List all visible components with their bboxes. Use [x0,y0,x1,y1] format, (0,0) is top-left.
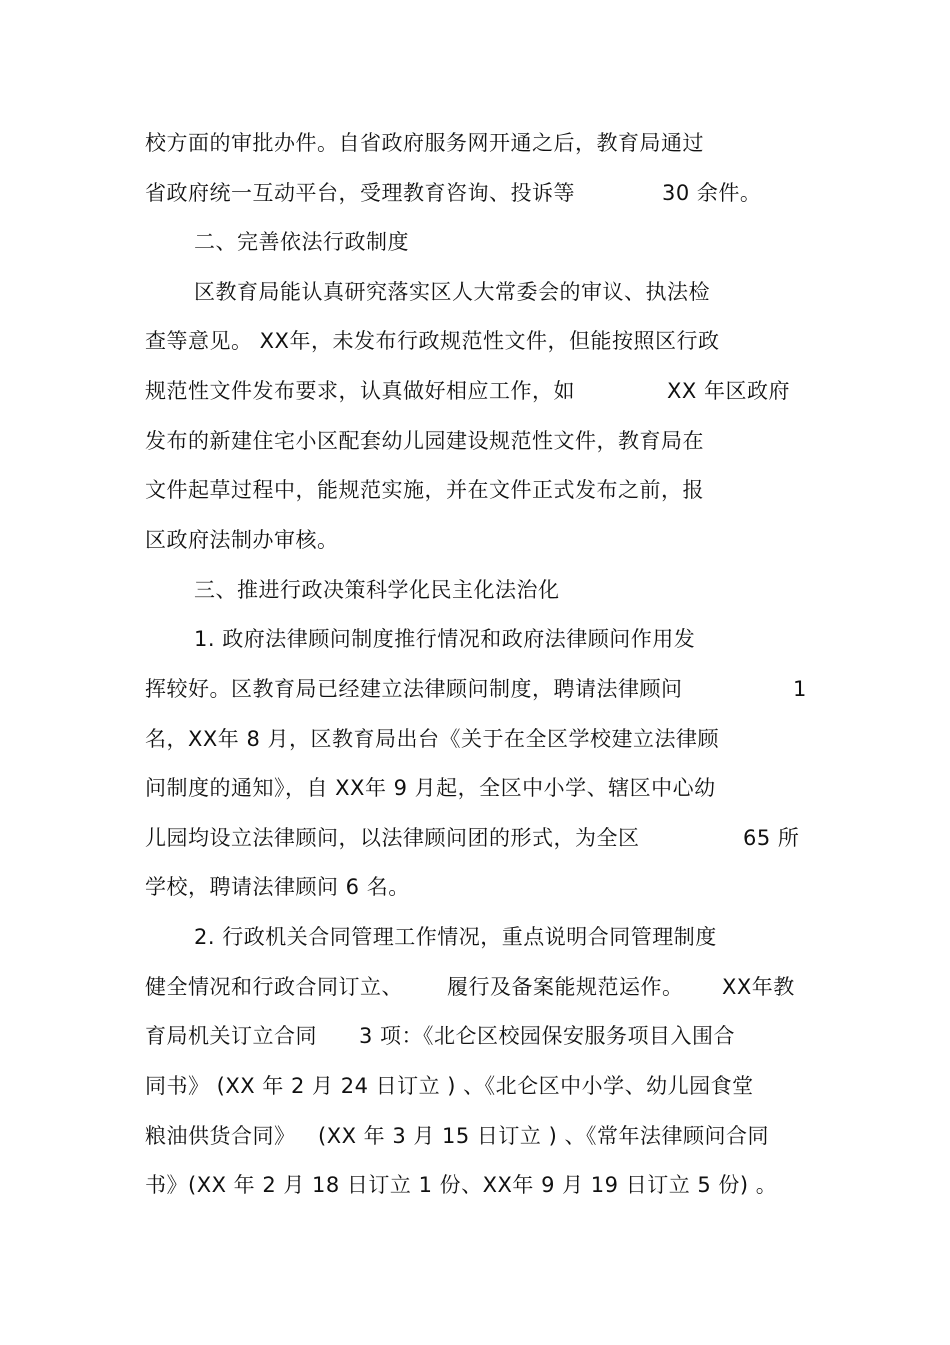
text-segment: 履行及备案能规范运作。 [447,975,684,999]
text-segment: 3 项：《北仑区校园保安服务项目入围合 [359,1024,736,1048]
text-segment: 健全情况和行政合同订立、 [145,975,403,999]
text-segment: (XX 年 3 月 15 日订立 ) 、《常年法律顾问合同 [318,1124,769,1148]
text-segment: 二、完善依法行政制度 [194,230,409,254]
text-segment: 查等意见。 XX年，未发布行政规范性文件，但能按照区行政 [145,329,720,353]
text-segment: 学校，聘请法律顾问 6 名。 [145,875,410,899]
text-segment: 65 所 [743,826,800,850]
text-segment: 同书》 (XX 年 2 月 24 日订立 ) 、《北仑区中小学、幼儿园食堂 [145,1074,754,1098]
text-segment: 校方面的审批办件。自省政府服务网开通之后，教育局通过 [145,131,704,155]
text-segment: 1 [793,677,807,701]
text-segment: 文件起草过程中，能规范实施，并在文件正式发布之前，报 [145,478,704,502]
text-segment: 规范性文件发布要求，认真做好相应工作，如 [145,379,575,403]
text-segment: 区教育局能认真研究落实区人大常委会的审议、执法检 [194,280,710,304]
text-segment: 挥较好。区教育局已经建立法律顾问制度，聘请法律顾问 [145,677,683,701]
text-segment: 儿园均设立法律顾问，以法律顾问团的形式，为全区 [145,826,640,850]
text-segment: 1. 政府法律顾问制度推行情况和政府法律顾问作用发 [194,627,696,651]
text-segment: 名，XX年 8 月，区教育局出台《关于在全区学校建立法律顾 [145,727,719,751]
text-segment: 育局机关订立合同 [145,1024,317,1048]
text-segment: 2. 行政机关合同管理工作情况，重点说明合同管理制度 [194,925,717,949]
text-segment: 30 余件。 [662,181,762,205]
text-segment: 三、推进行政决策科学化民主化法治化 [194,578,560,602]
text-segment: XX年教 [722,975,795,999]
text-segment: 区政府法制办审核。 [145,528,339,552]
text-segment: 发布的新建住宅小区配套幼儿园建设规范性文件，教育局在 [145,429,704,453]
text-segment: 书》(XX 年 2 月 18 日订立 1 份、XX年 9 月 19 日订立 5 份) 。 [145,1173,778,1197]
text-segment: 省政府统一互动平台，受理教育咨询、投诉等 [145,181,575,205]
text-segment: XX 年区政府 [667,379,790,403]
text-segment: 粮油供货合同》 [145,1124,296,1148]
text-segment: 问制度的通知》，自 XX年 9 月起，全区中小学、辖区中心幼 [145,776,716,800]
